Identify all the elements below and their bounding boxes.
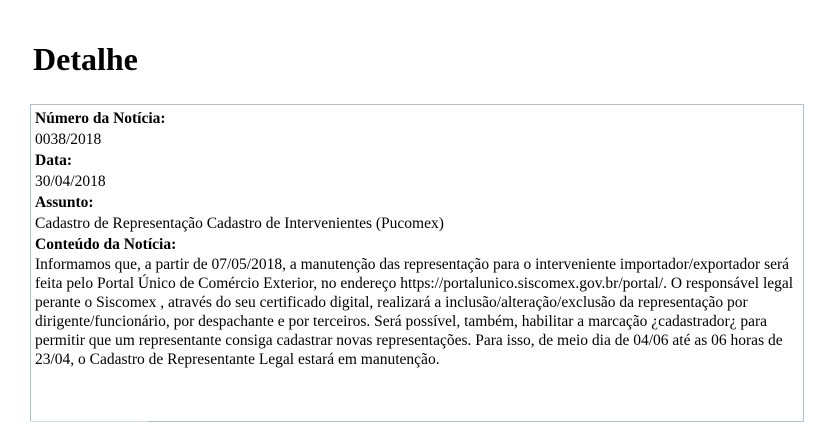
notice-content-text: Informamos que, a partir de 07/05/2018, a manutenção das representação para o interveniente importador/exportador será feita pelo Portal Único de Comércio Exterior, no endereço https://portalunico.siscomex.gov.br/portal/. O responsável legal perante o Siscomex , através do seu certificado digital, realizará a inclusão/alteração/exclusão da representação por dirigente/funcionário, por despachante e por terceiros. Será possível, também, habilitar a marcação ¿cadastrador¿ para permitir que um representante consiga cadastrar novas representações. Para isso, de meio dia de 04/06 até as 06 horas de 23/04, o Cadastro de Representante Legal estará em manutenção.: [35, 256, 794, 368]
notice-subject-label: Assunto:: [35, 194, 94, 211]
notice-content-label: Conteúdo da Notícia:: [35, 236, 177, 253]
notice-detail-panel: [30, 104, 804, 422]
notice-subject-value: Cadastro de Representação Cadastro de Intervenientes (Pucomex): [35, 215, 444, 232]
page-title: Detalhe: [33, 41, 138, 77]
notice-number-label: Número da Notícia:: [35, 110, 166, 127]
notice-date-value: 30/04/2018: [35, 173, 106, 190]
notice-date-label: Data:: [35, 152, 73, 169]
notice-number-value: 0038/2018: [35, 131, 102, 148]
divider: [30, 421, 148, 422]
